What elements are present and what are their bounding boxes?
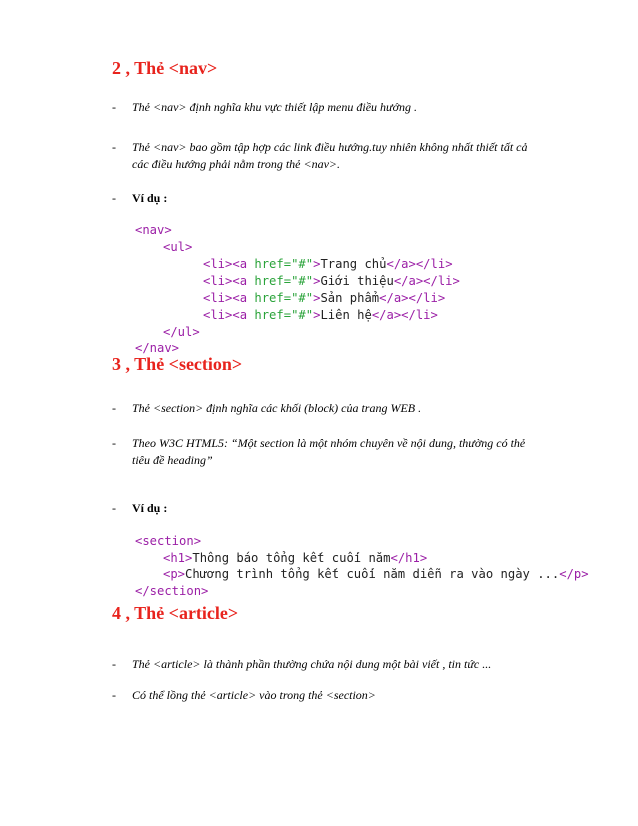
code-line: </nav> — [135, 341, 180, 355]
code-line-li: <li><a href="#">Trang chủ</a></li> — [203, 257, 453, 271]
heading-nav: 2 , Thẻ <nav> — [112, 58, 218, 78]
heading-article: 4 , Thẻ <article> — [112, 603, 239, 623]
code-line: </ul> — [163, 325, 200, 339]
code-line-h1: <h1>Thông báo tổng kết cuối năm</h1> — [163, 551, 428, 565]
heading-section: 3 , Thẻ <section> — [112, 354, 243, 374]
code-line: <section> — [135, 534, 202, 548]
code-line-li: <li><a href="#">Giới thiệu</a></li> — [203, 274, 460, 288]
code-line: </section> — [135, 584, 209, 598]
code-line-p: <p>Chương trình tổng kết cuối năm diễn ra vào ngày ...</p> — [163, 567, 589, 581]
code-line: <nav> — [135, 223, 172, 237]
code-line-li: <li><a href="#">Liên hệ</a></li> — [203, 308, 438, 322]
code-line: <ul> — [163, 240, 193, 254]
code-line-li: <li><a href="#">Sản phẩm</a></li> — [203, 291, 446, 305]
